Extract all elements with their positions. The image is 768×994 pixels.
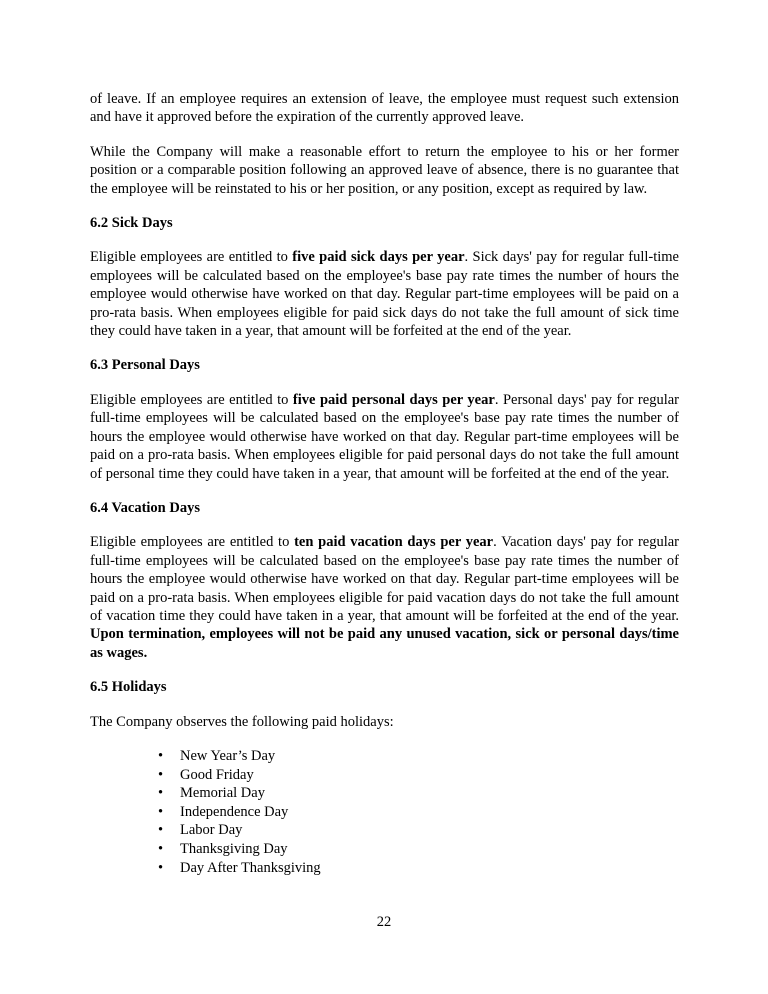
sick-days-entitlement: five paid sick days per year bbox=[292, 249, 465, 266]
section-heading-personal-days: 6.3 Personal Days bbox=[90, 357, 200, 374]
personal-days-entitlement: five paid personal days per year bbox=[292, 391, 495, 408]
bullet-icon: • bbox=[158, 785, 164, 802]
holiday-label: Labor Day bbox=[180, 822, 243, 839]
personal-days-paragraph bbox=[90, 391, 679, 483]
bullet-icon: • bbox=[158, 766, 164, 783]
personal-days-text-rest: . Personal days' pay for regular full-time employees will be calculated based on the employee's base pay rate times the number of hours the employee would otherwise have worked on that day. Regular part-time employees will be paid on a pro-rata basis. When employees eligible for paid personal days do not take the full amount of personal time they could have taken in a year, that amount will be forfeited at the end of the year. bbox=[90, 391, 679, 482]
vacation-days-entitlement: ten paid vacation days per year bbox=[294, 534, 494, 551]
section-heading-holidays: 6.5 Holidays bbox=[90, 679, 167, 696]
reinstatement-paragraph: While the Company will make a reasonable effort to return the employee to his or her former position or a comparable position following an approved leave of absence, there is no guarantee that the employee will be reinstated to his or her position, or any position, except as required by law. bbox=[90, 143, 679, 197]
sick-days-text-start: Eligible employees are entitled to bbox=[90, 249, 293, 266]
vacation-days-text-start: Eligible employees are entitled to bbox=[90, 534, 295, 551]
section-heading-vacation-days: 6.4 Vacation Days bbox=[90, 499, 200, 516]
holiday-label: New Year’s Day bbox=[180, 747, 276, 764]
bullet-icon: • bbox=[158, 840, 164, 857]
holiday-list bbox=[90, 747, 679, 877]
page-number: 22 bbox=[376, 914, 392, 930]
bullet-icon: • bbox=[158, 859, 164, 876]
holiday-label: Day After Thanksgiving bbox=[180, 859, 321, 876]
holiday-item bbox=[158, 803, 679, 822]
sick-days-text-rest: . Sick days' pay for regular full-time employees will be calculated based on the employee's base pay rate times the number of hours the employee would otherwise have worked on that day. Regular part-time employees will be paid on a pro-rata basis. When employees eligible for paid sick days do not take the full amount of sick time they could have taken in a year, that amount will be forfeited at the end of the year. bbox=[90, 249, 679, 340]
leave-extension-paragraph: of leave. If an employee requires an extension of leave, the employee must request such extension and have it approved before the expiration of the currently approved leave. bbox=[90, 91, 679, 126]
holiday-item bbox=[158, 859, 679, 878]
vacation-days-text-rest: . Vacation days' pay for regular full-time employees will be calculated based on the employee's base pay rate times the number of hours the employee would otherwise have worked on that day. Regular part-time employees will be paid on a pro-rata basis. When employees eligible for paid vacation days do not take the full amount of vacation time they could have taken in a year, that amount will be forfeited at the end of the year. bbox=[90, 534, 679, 624]
holiday-label: Thanksgiving Day bbox=[180, 840, 288, 857]
holiday-label: Memorial Day bbox=[180, 785, 265, 802]
holiday-item bbox=[158, 840, 679, 859]
bullet-icon: • bbox=[158, 803, 164, 820]
holiday-label: Good Friday bbox=[180, 766, 254, 783]
section-heading-sick-days: 6.2 Sick Days bbox=[90, 215, 173, 232]
holiday-item bbox=[158, 747, 679, 766]
holiday-item bbox=[158, 766, 679, 785]
holiday-item bbox=[158, 821, 679, 840]
bullet-icon: • bbox=[158, 822, 164, 839]
bullet-icon: • bbox=[158, 747, 164, 764]
personal-days-text-start: Eligible employees are entitled to bbox=[90, 391, 293, 408]
holiday-item bbox=[158, 784, 679, 803]
termination-notice: Upon termination, employees will not be paid any unused vacation, sick or personal days/time as wages. bbox=[90, 626, 679, 661]
holidays-intro: The Company observes the following paid holidays: bbox=[90, 713, 394, 730]
holiday-label: Independence Day bbox=[180, 803, 289, 820]
sick-days-paragraph bbox=[90, 248, 679, 340]
vacation-days-paragraph bbox=[90, 533, 679, 662]
page-content bbox=[90, 90, 679, 877]
